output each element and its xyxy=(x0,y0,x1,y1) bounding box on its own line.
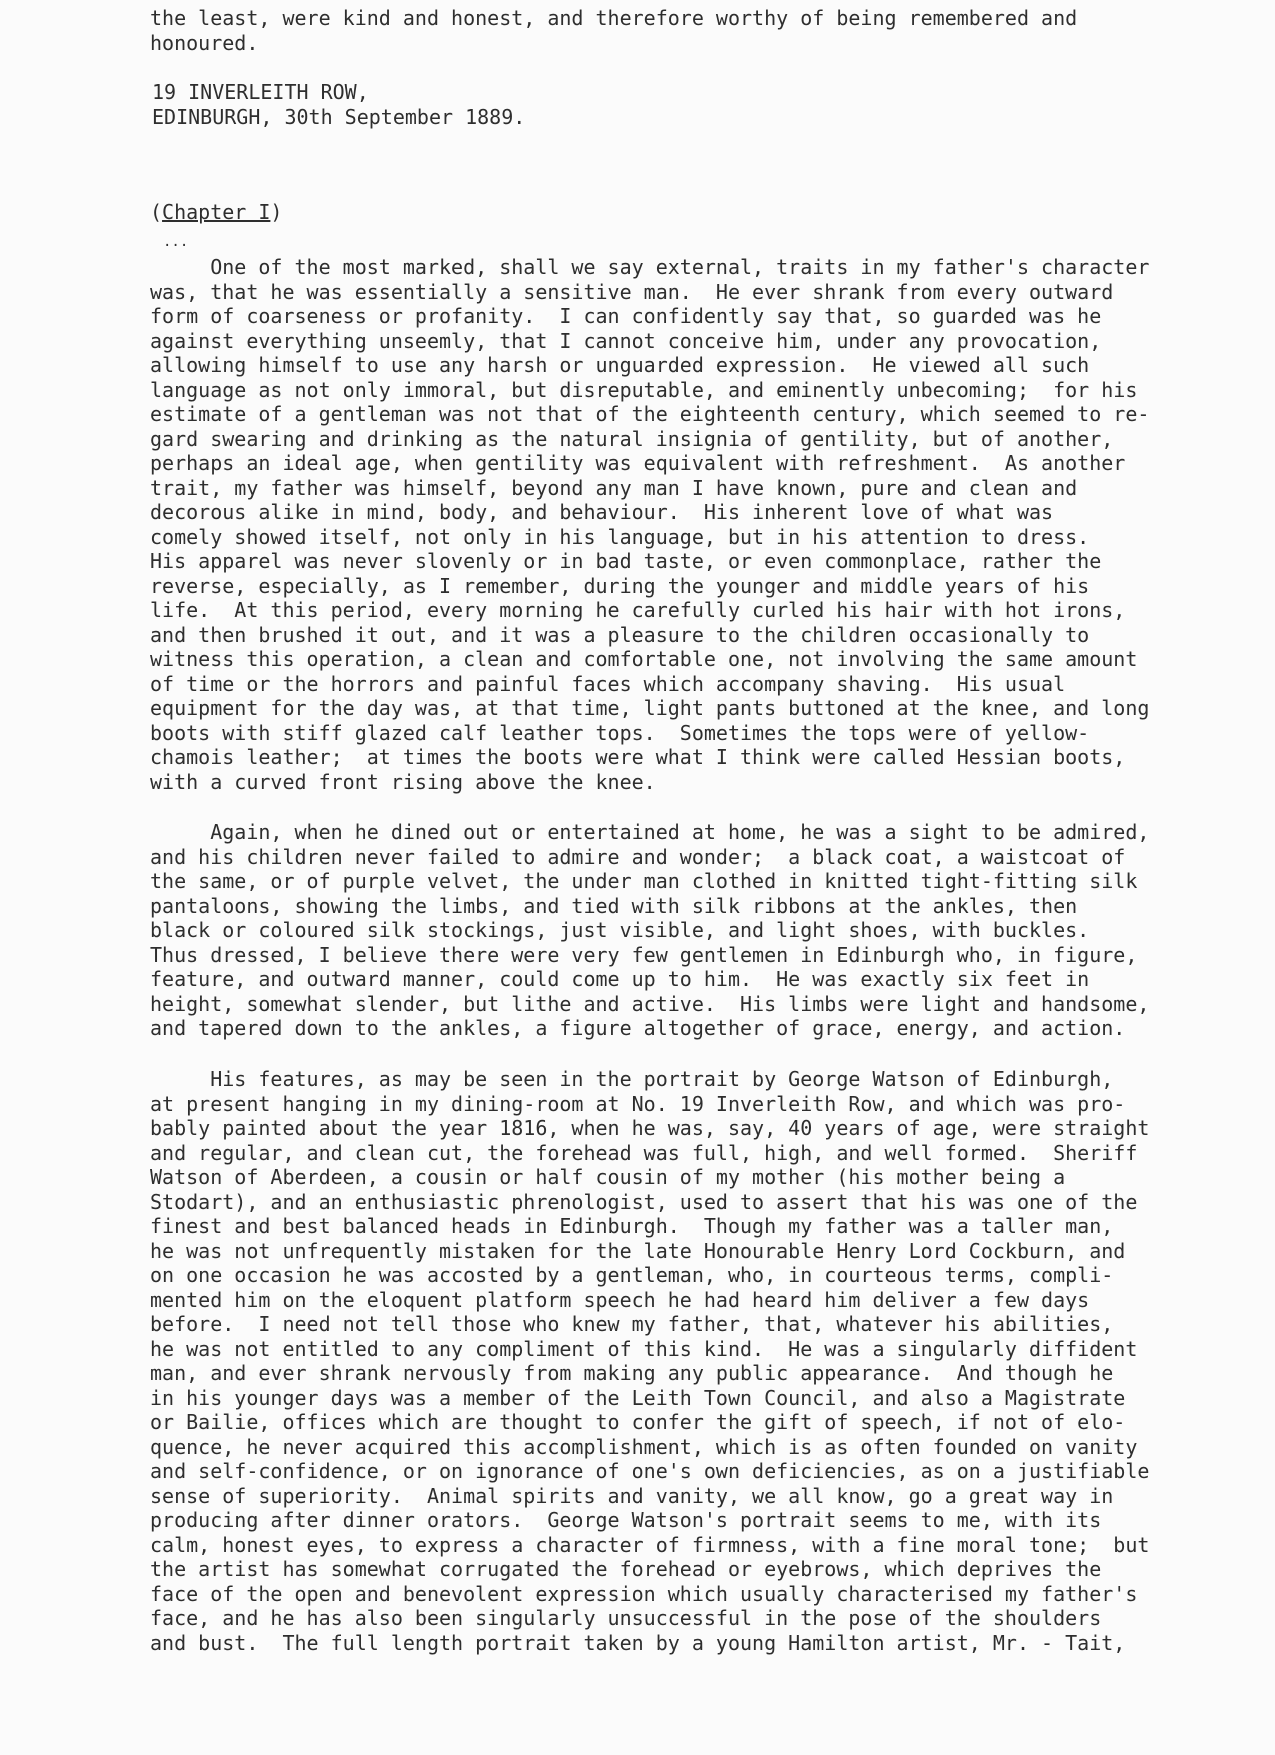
text-line: and regular, and clean cut, the forehead was full, high, and well formed. Sheriff xyxy=(150,1140,1138,1165)
text-line: estimate of a gentleman was not that of the eighteenth century, which seemed to re- xyxy=(150,402,1150,426)
text-line: chamois leather; at times the boots were what I think were called Hessian boots, xyxy=(150,745,1126,769)
text-line: His features, as may be seen in the portrait by George Watson of Edinburgh, xyxy=(150,1067,1114,1091)
text-line: mented him on the eloquent platform speech he had heard him deliver a few days xyxy=(150,1287,1090,1312)
text-line: and then brushed it out, and it was a pleasure to the children occasionally to xyxy=(150,622,1090,647)
text-line: with a curved front rising above the knee. xyxy=(150,769,656,794)
text-line: feature, and outward manner, could come up to him. He was exactly six feet in xyxy=(150,967,1090,991)
text-line: before. I need not tell those who knew my father, that, whatever his abilities, xyxy=(150,1312,1114,1336)
date-line: EDINBURGH, 30th September 1889. xyxy=(152,105,526,129)
text-line: bably painted about the year 1816, when he was, say, 40 years of age, were straight xyxy=(150,1116,1150,1140)
text-line: face, and he has also been singularly unsuccessful in the pose of the shoulders xyxy=(150,1606,1102,1630)
text-line: form of coarseness or profanity. I can confidently say that, so guarded was he xyxy=(150,304,1102,328)
text-line: pantaloons, showing the limbs, and tied with silk ribbons at the ankles, then xyxy=(150,893,1078,918)
text-line: the same, or of purple velvet, the under man clothed in knitted tight-fitting silk xyxy=(150,869,1138,893)
text-line: in his younger days was a member of the Leith Town Council, and also a Magistrate xyxy=(150,1385,1126,1410)
text-line: gard swearing and drinking as the natural insignia of gentility, but of another, xyxy=(150,426,1114,451)
address-line: 19 INVERLEITH ROW, xyxy=(152,80,369,104)
text-line: he was not unfrequently mistaken for the late Honourable Henry Lord Cockburn, and xyxy=(150,1238,1126,1263)
text-line: he was not entitled to any compliment of this kind. He was a singularly diffident xyxy=(150,1336,1138,1361)
text-line: the artist has somewhat corrugated the forehead or eyebrows, which deprives the xyxy=(150,1557,1102,1581)
text-line: man, and ever shrank nervously from making any public appearance. And though he xyxy=(150,1361,1114,1385)
text-line: height, somewhat slender, but lithe and active. His limbs were light and handsome, xyxy=(150,991,1150,1016)
chapter-heading-line xyxy=(150,200,282,225)
text-line: perhaps an ideal age, when gentility was equivalent with refreshment. As another xyxy=(150,451,1126,475)
text-line: boots with stiff glazed calf leather tops. Sometimes the tops were of yellow- xyxy=(150,720,1090,745)
text-line: equipment for the day was, at that time, light pants buttoned at the knee, and long xyxy=(150,696,1150,720)
text-line: honoured. xyxy=(150,31,259,55)
text-line: sense of superiority. Animal spirits and vanity, we all know, go a great way in xyxy=(150,1483,1114,1508)
text-line: comely showed itself, not only in his language, but in his attention to dress. xyxy=(150,524,1090,549)
ellipsis-mark: ... xyxy=(163,234,189,250)
text-line: witness this operation, a clean and comfortable one, not involving the same amount xyxy=(150,647,1138,671)
text-line: finest and best balanced heads in Edinburgh. Though my father was a taller man, xyxy=(150,1214,1114,1238)
chapter-open-paren: ( xyxy=(150,200,163,224)
text-line: and his children never failed to admire and wonder; a black coat, a waistcoat of xyxy=(150,844,1126,869)
text-line: calm, honest eyes, to express a character of firmness, with a fine moral tone; but xyxy=(150,1532,1150,1557)
text-line: or Bailie, offices which are thought to confer the gift of speech, if not of elo- xyxy=(150,1410,1126,1434)
text-line: Again, when he dined out or entertained at home, he was a sight to be admired, xyxy=(150,820,1150,844)
text-line: Thus dressed, I believe there were very few gentlemen in Edinburgh who, in figure, xyxy=(150,942,1138,967)
text-line: black or coloured silk stockings, just visible, and light shoes, with buckles. xyxy=(150,918,1090,942)
chapter-title: Chapter I xyxy=(162,200,271,224)
text-line: and tapered down to the ankles, a figure altogether of grace, energy, and action. xyxy=(150,1016,1126,1040)
text-line: producing after dinner orators. George Watson's portrait seems to me, with its xyxy=(150,1508,1102,1532)
text-line: the least, were kind and honest, and therefore worthy of being remembered and xyxy=(150,6,1078,30)
text-line: reverse, especially, as I remember, during the younger and middle years of his xyxy=(150,573,1090,598)
text-line: against everything unseemly, that I cannot conceive him, under any provocation, xyxy=(150,328,1102,353)
text-line: allowing himself to use any harsh or unguarded expression. He viewed all such xyxy=(150,353,1090,377)
chapter-close-paren: ) xyxy=(270,200,283,224)
text-line: life. At this period, every morning he carefully curled his hair with hot irons, xyxy=(150,598,1126,622)
text-line: One of the most marked, shall we say external, traits in my father's character xyxy=(150,255,1150,279)
text-line: language as not only immoral, but disreputable, and eminently unbecoming; for his xyxy=(150,377,1138,402)
text-line: on one occasion he was accosted by a gentleman, who, in courteous terms, compli- xyxy=(150,1263,1114,1287)
text-line: quence, he never acquired this accomplishment, which is as often founded on vanity xyxy=(150,1434,1138,1459)
text-line: trait, my father was himself, beyond any man I have known, pure and clean and xyxy=(150,475,1078,500)
text-line: Stodart), and an enthusiastic phrenologist, used to assert that his was one of the xyxy=(150,1189,1138,1214)
text-line: decorous alike in mind, body, and behaviour. His inherent love of what was xyxy=(150,500,1054,524)
text-line: was, that he was essentially a sensitive man. He ever shrank from every outward xyxy=(150,279,1114,304)
text-line: and self-confidence, or on ignorance of one's own deficiencies, as on a justifiable xyxy=(150,1459,1150,1483)
text-line: of time or the horrors and painful faces which accompany shaving. His usual xyxy=(150,671,1066,696)
text-line: and bust. The full length portrait taken by a young Hamilton artist, Mr. - Tait, xyxy=(150,1630,1126,1655)
text-line: face of the open and benevolent expression which usually characterised my father's xyxy=(150,1581,1138,1606)
text-line: at present hanging in my dining-room at No. 19 Inverleith Row, and which was pro- xyxy=(150,1091,1126,1116)
text-line: Watson of Aberdeen, a cousin or half cousin of my mother (his mother being a xyxy=(150,1165,1066,1189)
text-line: His apparel was never slovenly or in bad taste, or even commonplace, rather the xyxy=(150,549,1102,573)
